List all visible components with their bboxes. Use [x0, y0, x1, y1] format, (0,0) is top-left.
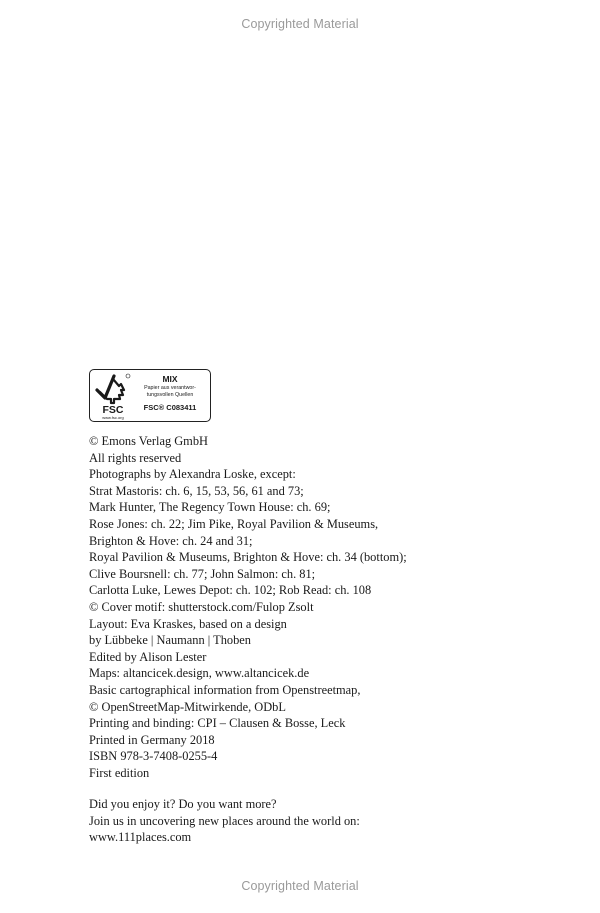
imprint-line-rights: All rights reserved — [89, 450, 182, 465]
fsc-site-text: www.fsc.org — [102, 415, 124, 420]
fsc-sub-line-2: tungsvollen Quellen — [146, 392, 194, 399]
closing-line-question: Did you enjoy it? Do you want more? — [89, 797, 277, 811]
closing-line-invitation: Join us in uncovering new places around the world on: — [89, 813, 360, 828]
imprint-line-maps: Maps: altancicek.design, www.altancicek.de — [89, 666, 310, 681]
imprint-line-editor: Edited by Alison Lester — [89, 649, 207, 664]
imprint-line-photo-credit: Royal Pavilion & Museums, Brighton & Hove: ch. 34 (bottom); — [89, 550, 407, 565]
imprint-line-cartography: Basic cartographical information from Openstreetmap, — [89, 682, 361, 697]
copyright-watermark-top: Copyrighted Material — [241, 17, 359, 31]
imprint-line-edition: First edition — [89, 765, 150, 780]
imprint-line-photo-credit: Brighton & Hove: ch. 24 and 31; — [89, 533, 253, 548]
imprint-line-photo-credit: Rose Jones: ch. 22; Jim Pike, Royal Pavilion & Museums, — [89, 516, 379, 531]
fsc-logo — [89, 369, 211, 422]
imprint-block — [89, 433, 569, 781]
imprint-line-cover-motif: © Cover motif: shutterstock.com/Fulop Zsolt — [89, 599, 314, 614]
imprint-line-cartography: © OpenStreetMap-Mitwirkende, ODbL — [89, 699, 286, 714]
fsc-label-block — [133, 374, 207, 412]
closing-block — [89, 796, 569, 846]
fsc-sub-line-1: Papier aus verantwor- — [144, 385, 196, 391]
imprint-line-printing: Printing and binding: CPI – Clausen & Bosse, Leck — [89, 716, 346, 731]
imprint-line-printed-in: Printed in Germany 2018 — [89, 732, 215, 747]
copyright-watermark-bottom: Copyrighted Material — [241, 879, 359, 893]
imprint-line-photo-credit: Clive Boursnell: ch. 77; John Salmon: ch. 81; — [89, 566, 316, 581]
fsc-tree-check-icon — [94, 372, 132, 420]
imprint-line-photo-credit: Strat Mastoris: ch. 6, 15, 53, 56, 61 and 73; — [89, 483, 304, 498]
fsc-brand-text: FSC — [102, 404, 124, 416]
imprint-line-photo-credit: Mark Hunter, The Regency Town House: ch. 69; — [89, 500, 331, 515]
imprint-line-layout: by Lübbeke | Naumann | Thoben — [89, 633, 251, 648]
imprint-line-photo-credit: Carlotta Luke, Lewes Depot: ch. 102; Rob Read: ch. 108 — [89, 583, 372, 598]
imprint-line-photographs: Photographs by Alexandra Loske, except: — [89, 467, 296, 482]
closing-line-website: www.111places.com — [89, 830, 192, 845]
imprint-line-isbn: ISBN 978-3-7408-0255-4 — [89, 749, 218, 764]
fsc-license-code: FSC® C083411 — [143, 402, 197, 412]
imprint-line-layout: Layout: Eva Kraskes, based on a design — [89, 616, 287, 631]
fsc-mix-label: MIX — [162, 374, 178, 384]
imprint-line-publisher: © Emons Verlag GmbH — [89, 434, 208, 448]
